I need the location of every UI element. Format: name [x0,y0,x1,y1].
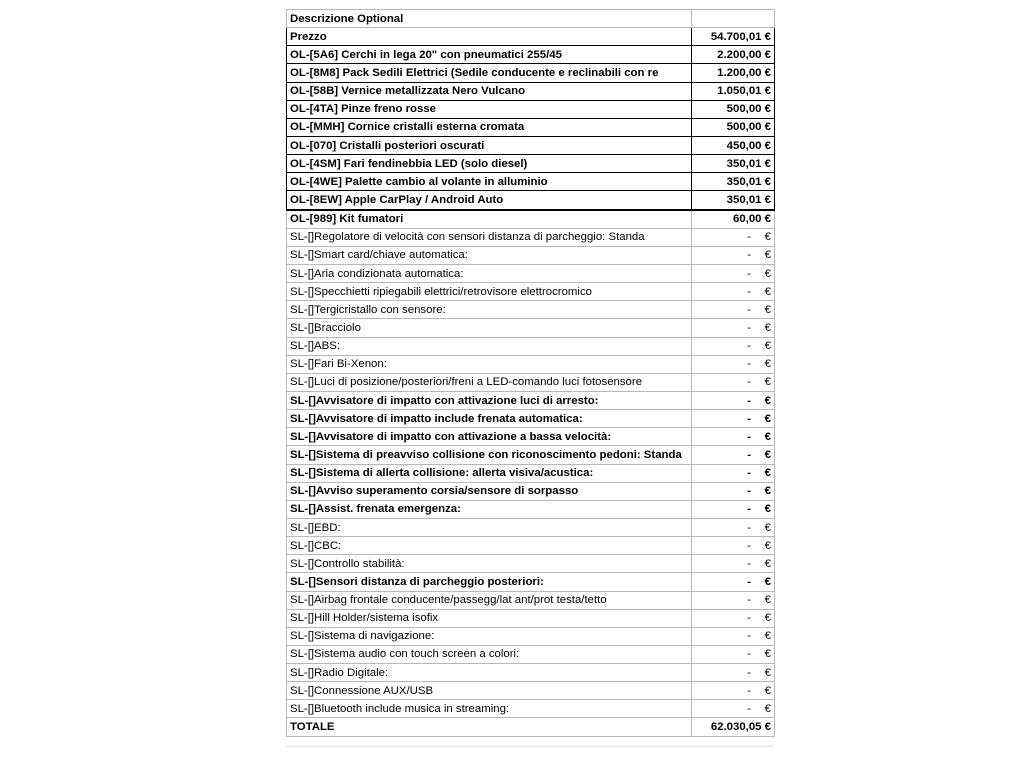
row-value-dash: - [747,340,751,353]
row-value-currency: € [764,394,771,407]
row-description: SL-[]Sistema di navigazione: [287,627,692,645]
row-value-dash: - [747,231,751,244]
row-value-currency: € [764,303,771,316]
table-row [287,28,775,46]
row-description: SL-[]Luci di posizione/posteriori/freni a LED-comando luci fotosensore [287,373,692,391]
total-row [287,718,775,736]
row-value [692,319,775,337]
table-row [287,410,775,428]
row-value-currency: € [764,612,771,625]
row-value-dash: - [747,666,751,679]
header-value-cell [692,10,775,28]
row-value [692,264,775,282]
table-row [287,136,775,154]
row-value-dash: - [747,448,751,461]
row-value-currency: € [764,702,771,715]
row-value-dash: - [747,358,751,371]
row-value [692,355,775,373]
row-description: SL-[]Airbag frontale conducente/passegg/lat ant/prot testa/tetto [287,591,692,609]
row-description: SL-[]Sistema di allerta collisione: allerta visiva/acustica: [287,464,692,482]
row-value-currency: € [764,340,771,353]
table-row [287,191,775,210]
row-value: 54.700,01 € [692,28,775,46]
row-description: SL-[]Sistema audio con touch screen a colori: [287,645,692,663]
optional-price-table [286,9,775,737]
row-value [692,246,775,264]
table-row [287,301,775,319]
row-value [692,682,775,700]
row-description: SL-[]Sensori distanza di parcheggio posteriori: [287,573,692,591]
table-row [287,700,775,718]
row-description: OL-[989] Kit fumatori [287,210,692,229]
row-value [692,391,775,409]
row-value [692,555,775,573]
row-value-currency: € [764,503,771,516]
header-description-cell: Descrizione Optional [287,10,692,28]
row-description: SL-[]Bracciolo [287,319,692,337]
table-row [287,319,775,337]
row-value-currency: € [764,594,771,607]
total-label: TOTALE [287,718,692,736]
row-description: SL-[]Radio Digitale: [287,664,692,682]
table-row [287,118,775,136]
row-value-dash: - [747,303,751,316]
row-value-dash: - [747,630,751,643]
row-value-dash: - [747,684,751,697]
row-description: SL-[]ABS: [287,337,692,355]
row-value-dash: - [747,485,751,498]
table-body [287,10,775,737]
table-row [287,155,775,173]
table-row [287,482,775,500]
row-value-dash: - [747,249,751,262]
row-value-currency: € [764,412,771,425]
row-description: SL-[]Regolatore di velocità con sensori distanza di parcheggio: Standa [287,228,692,246]
row-description: SL-[]Bluetooth include musica in streaming: [287,700,692,718]
row-description: SL-[]Specchietti ripiegabili elettrici/retrovisore elettrocromico [287,283,692,301]
row-description: SL-[]Tergicristallo con sensore: [287,301,692,319]
row-value [692,645,775,663]
row-description: OL-[4WE] Palette cambio al volante in alluminio [287,173,692,191]
row-value-dash: - [747,539,751,552]
row-value [692,573,775,591]
table-row [287,355,775,373]
row-description: SL-[]Avvisatore di impatto con attivazione luci di arresto: [287,391,692,409]
row-value-dash: - [747,285,751,298]
row-value-currency: € [764,321,771,334]
row-value: 2.200,00 € [692,46,775,64]
row-value: 450,00 € [692,136,775,154]
table-row [287,173,775,191]
row-value-dash: - [747,575,751,588]
table-row [287,82,775,100]
row-description: SL-[]Smart card/chiave automatica: [287,246,692,264]
table-row [287,537,775,555]
row-value-dash: - [747,376,751,389]
table-row [287,682,775,700]
table-row [287,500,775,518]
row-value-dash: - [747,503,751,516]
table-header-row [287,10,775,28]
table-row [287,609,775,627]
row-value: 350,01 € [692,155,775,173]
row-description: Prezzo [287,28,692,46]
row-description: SL-[]Controllo stabilità: [287,555,692,573]
table-row [287,46,775,64]
table-row [287,428,775,446]
page-edge-shadow [286,745,774,749]
row-value-currency: € [764,630,771,643]
row-value [692,537,775,555]
row-value-currency: € [764,666,771,679]
row-description: SL-[]Avvisatore di impatto include frenata automatica: [287,410,692,428]
row-description: SL-[]EBD: [287,518,692,536]
row-value [692,428,775,446]
row-value-dash: - [747,467,751,480]
table-row [287,264,775,282]
row-value-currency: € [764,467,771,480]
row-value-currency: € [764,430,771,443]
table-row [287,627,775,645]
total-value: 62.030,05 € [692,718,775,736]
row-value [692,446,775,464]
table-row [287,100,775,118]
row-value [692,337,775,355]
row-value-dash: - [747,702,751,715]
table-row [287,373,775,391]
row-value [692,664,775,682]
row-description: OL-[4SM] Fari fendinebbia LED (solo diesel) [287,155,692,173]
row-value [692,627,775,645]
row-value-dash: - [747,394,751,407]
row-value [692,228,775,246]
row-value-currency: € [764,485,771,498]
row-value: 1.200,00 € [692,64,775,82]
row-value-dash: - [747,521,751,534]
row-value-currency: € [764,249,771,262]
row-value-dash: - [747,612,751,625]
row-value: 500,00 € [692,118,775,136]
row-description: OL-[MMH] Cornice cristalli esterna cromata [287,118,692,136]
row-description: OL-[4TA] Pinze freno rosse [287,100,692,118]
row-value-currency: € [764,557,771,570]
row-value-currency: € [764,231,771,244]
row-value-currency: € [764,684,771,697]
row-description: SL-[]Aria condizionata automatica: [287,264,692,282]
row-value: 350,01 € [692,191,775,210]
table-row [287,246,775,264]
row-value [692,283,775,301]
row-value-dash: - [747,321,751,334]
row-value-currency: € [764,539,771,552]
row-description: SL-[]Connessione AUX/USB [287,682,692,700]
table-row [287,228,775,246]
row-description: SL-[]Hill Holder/sistema isofix [287,609,692,627]
row-value-dash: - [747,267,751,280]
row-value-currency: € [764,376,771,389]
table-row [287,391,775,409]
table-row [287,446,775,464]
row-description: SL-[]CBC: [287,537,692,555]
row-value: 500,00 € [692,100,775,118]
row-description: OL-[58B] Vernice metallizzata Nero Vulcano [287,82,692,100]
row-value-dash: - [747,648,751,661]
table-row [287,464,775,482]
row-value: 350,01 € [692,173,775,191]
row-description: OL-[8M8] Pack Sedili Elettrici (Sedile conducente e reclinabili con re [287,64,692,82]
row-value-dash: - [747,412,751,425]
table-row [287,210,775,229]
table-row [287,555,775,573]
row-value-currency: € [764,358,771,371]
row-value-currency: € [764,285,771,298]
table-row [287,591,775,609]
table-row [287,518,775,536]
row-value-dash: - [747,557,751,570]
row-value [692,373,775,391]
table-row [287,645,775,663]
row-value [692,500,775,518]
table-row [287,664,775,682]
row-value [692,464,775,482]
row-value [692,609,775,627]
row-description: SL-[]Avviso superamento corsia/sensore di sorpasso [287,482,692,500]
row-value-currency: € [764,521,771,534]
row-value [692,700,775,718]
row-value-currency: € [764,267,771,280]
table-row [287,573,775,591]
table-row [287,337,775,355]
row-description: OL-[070] Cristalli posteriori oscurati [287,136,692,154]
row-value-dash: - [747,430,751,443]
row-description: SL-[]Fari Bi-Xenon: [287,355,692,373]
row-value-dash: - [747,594,751,607]
row-value [692,518,775,536]
row-value: 1.050,01 € [692,82,775,100]
row-value: 60,00 € [692,210,775,229]
row-value [692,482,775,500]
row-description: SL-[]Assist. frenata emergenza: [287,500,692,518]
row-value-currency: € [764,575,771,588]
row-value [692,591,775,609]
row-description: SL-[]Sistema di preavviso collisione con riconoscimento pedoni: Standa [287,446,692,464]
row-description: SL-[]Avvisatore di impatto con attivazione a bassa velocità: [287,428,692,446]
row-description: OL-[5A6] Cerchi in lega 20" con pneumatici 255/45 [287,46,692,64]
row-value-currency: € [764,648,771,661]
table-row [287,64,775,82]
row-value [692,410,775,428]
row-description: OL-[8EW] Apple CarPlay / Android Auto [287,191,692,210]
table-row [287,283,775,301]
row-value-currency: € [764,448,771,461]
row-value [692,301,775,319]
